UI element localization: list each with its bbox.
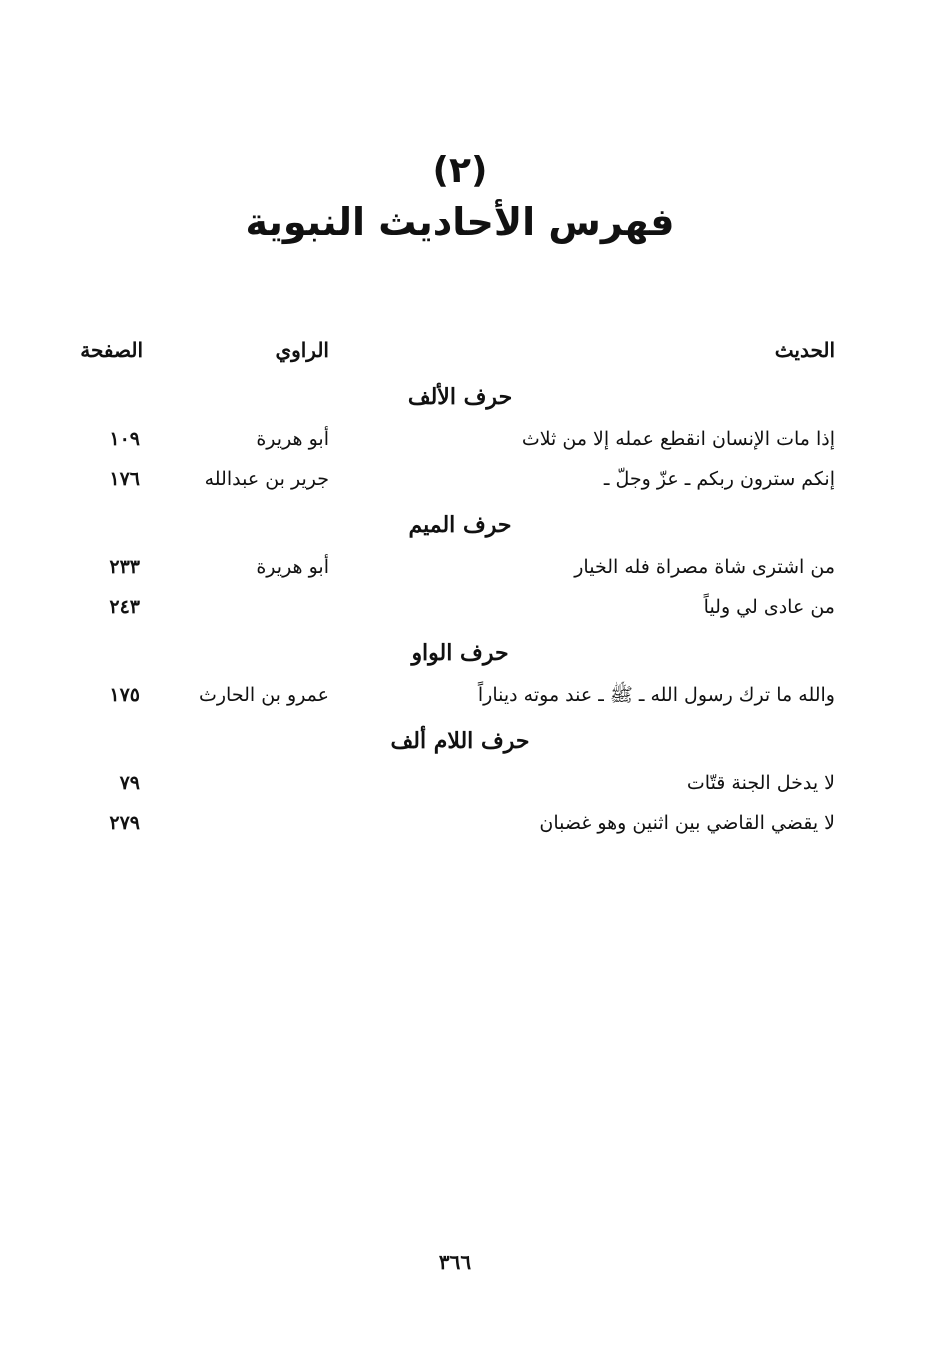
column-header-narrator: الراوي: [275, 338, 329, 362]
page-ref: ٧٩: [119, 772, 140, 794]
hadith-text: والله ما ترك رسول الله ـ ﷺ ـ عند موته ديناراً: [477, 684, 835, 706]
table-row: [0, 675, 940, 715]
index-title: فهرس الأحاديث النبوية: [245, 200, 675, 244]
page-ref: ١٧٥: [109, 684, 140, 706]
page-number: ٣٦٦: [438, 1250, 472, 1274]
letter-heading: حرف اللام ألف: [390, 728, 530, 754]
table-row: [0, 763, 940, 803]
letter-heading: حرف الواو: [411, 640, 509, 666]
letter-group-mim: [0, 503, 940, 627]
page-ref: ٢٣٣: [109, 556, 140, 578]
table-row: [0, 587, 940, 627]
letter-group-waw: [0, 631, 940, 715]
index-table: [0, 375, 940, 847]
table-row: [0, 803, 940, 843]
narrator-name: عمرو بن الحارث: [199, 684, 329, 706]
table-row: [0, 547, 940, 587]
section-number: (٢): [432, 150, 488, 191]
page-ref: ١٧٦: [109, 468, 140, 490]
column-header-page: الصفحة: [80, 338, 143, 362]
letter-group-lam-alif: [0, 719, 940, 843]
page-ref: ٢٧٩: [109, 812, 140, 834]
page-ref: ١٠٩: [109, 428, 140, 450]
column-header-hadith: الحديث: [774, 338, 835, 362]
narrator-name: جرير بن عبدالله: [204, 468, 329, 490]
hadith-text: لا يدخل الجنة قتّات: [686, 772, 835, 794]
table-row: [0, 459, 940, 499]
narrator-name: أبو هريرة: [256, 556, 329, 578]
hadith-text: من اشترى شاة مصراة فله الخيار: [574, 556, 835, 578]
narrator-name: أبو هريرة: [256, 428, 329, 450]
letter-heading: حرف الألف: [407, 384, 513, 410]
letter-heading: حرف الميم: [408, 512, 512, 538]
hadith-text: إنكم سترون ربكم ـ عزّ وجلّ ـ: [603, 468, 835, 490]
hadith-text: إذا مات الإنسان انقطع عمله إلا من ثلاث: [521, 428, 835, 450]
table-row: [0, 419, 940, 459]
hadith-text: لا يقضي القاضي بين اثنين وهو غضبان: [539, 812, 835, 834]
hadith-text: من عادى لي ولياً: [703, 596, 835, 618]
page-ref: ٢٤٣: [109, 596, 140, 618]
letter-group-alif: [0, 375, 940, 499]
